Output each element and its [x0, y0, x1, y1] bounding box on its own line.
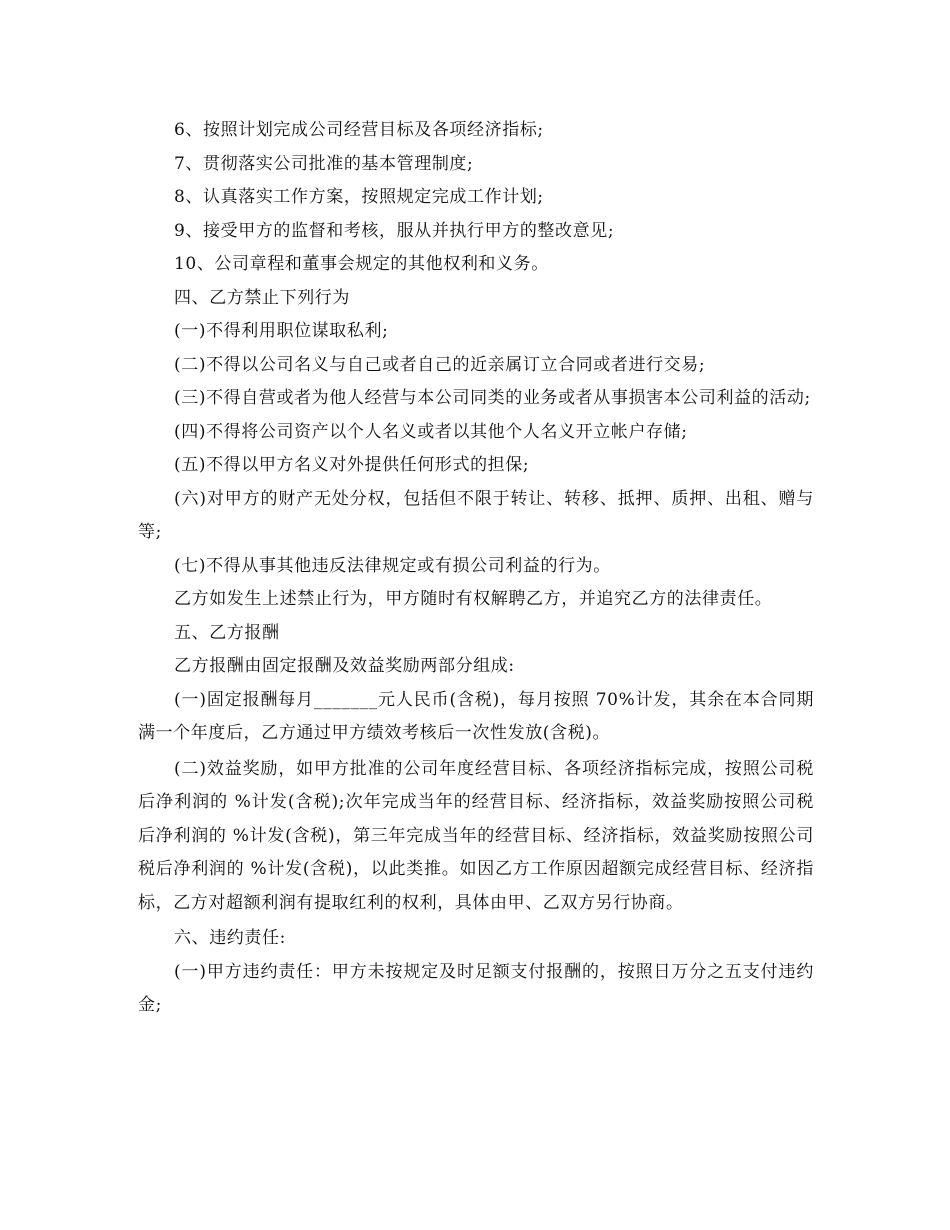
prohibition-item-3: (三)不得自营或者为他人经营与本公司同类的业务或者从事损害本公司利益的活动; [174, 388, 811, 408]
clause-item-6: 6、按照计划完成公司经营目标及各项经济指标; [174, 120, 544, 140]
clause-item-8: 8、认真落实工作方案，按照规定完成工作计划; [174, 187, 544, 207]
compensation-summary: 乙方报酬由固定报酬及效益奖励两部分组成: [174, 656, 515, 676]
clause-item-9: 9、接受甲方的监督和考核，服从并执行甲方的整改意见; [174, 220, 615, 241]
prohibition-item-4: (四)不得将公司资产以个人名义或者以其他个人名义开立帐户存储; [174, 421, 688, 442]
clause-item-7: 7、贯彻落实公司批准的基本管理制度; [174, 153, 474, 174]
prohibition-item-6: (六)对甲方的财产无处分权，包括但不限于转让、转移、抵押、质押、出租、赠与等; [138, 488, 814, 542]
prohibition-item-1: (一)不得利用职位谋取私利; [174, 321, 389, 341]
compensation-bonus: (二)效益奖励，如甲方批准的公司年度经营目标、各项经济指标完成，按照公司税后净利润的 %计发(含税);次年完成当年的经营目标、经济指标，效益奖励按照公司税后净利润的 %计发(含税)，第三年完成当年的经营目标、经济指标，效益奖励按照公司税后净利润的 %计发(含税)，以此类推。如因乙方工作原因超额完成经营目标、经济指标，乙方对超额利润有提取红利的权利，具体由甲、乙双方另行协商。 [138, 758, 814, 913]
clause-item-10: 10、公司章程和董事会规定的其他权利和义务。 [174, 254, 549, 274]
compensation-fixed: (一)固定报酬每月_______元人民币(含税)，每月按照 70%计发，其余在本合同期满一个年度后，乙方通过甲方绩效考核后一次性发放(含税)。 [138, 689, 814, 743]
document-body [138, 114, 814, 1023]
liability-party-a: (一)甲方违约责任：甲方未按规定及时足额支付报酬的，按照日万分之五支付违约金; [138, 961, 814, 1015]
prohibition-item-5: (五)不得以甲方名义对外提供任何形式的担保; [174, 455, 530, 475]
section-heading-compensation: 五、乙方报酬 [174, 622, 280, 643]
section-heading-liability: 六、违约责任: [174, 928, 286, 948]
prohibition-consequence: 乙方如发生上述禁止行为，甲方随时有权解聘乙方，并追究乙方的法律责任。 [174, 589, 773, 609]
section-heading-prohibited-acts: 四、乙方禁止下列行为 [174, 287, 350, 308]
prohibition-item-2: (二)不得以公司名义与自己或者自己的近亲属订立合同或者进行交易; [174, 354, 706, 375]
prohibition-item-7: (七)不得从事其他违反法律规定或有损公司利益的行为。 [174, 555, 611, 576]
